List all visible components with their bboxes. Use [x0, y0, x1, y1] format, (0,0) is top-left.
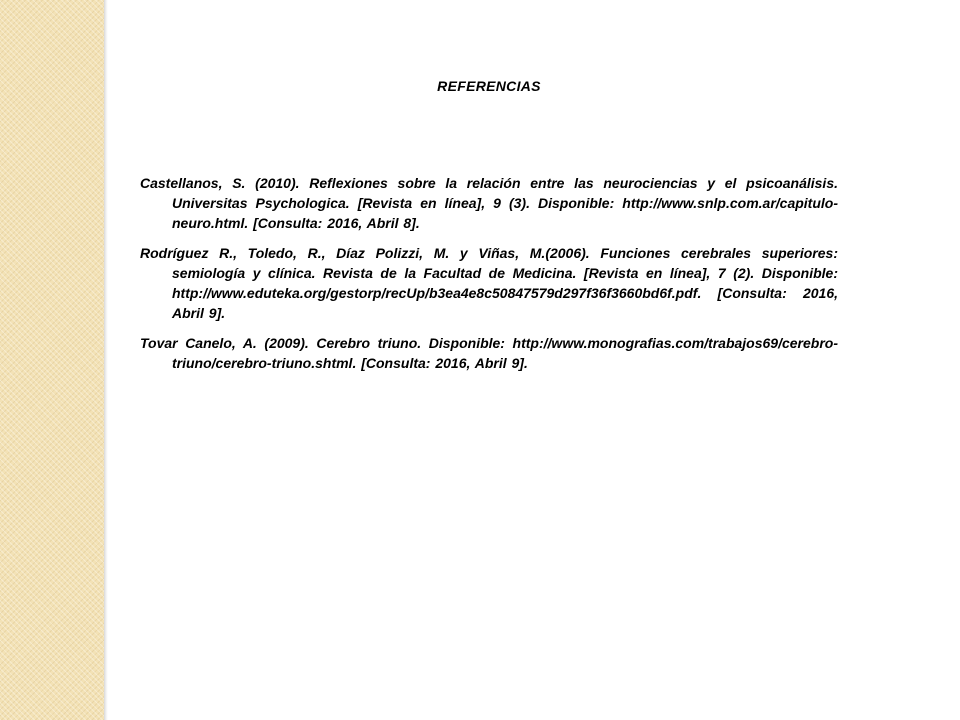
reference-item-tovar: Tovar Canelo, A. (2009). Cerebro triuno. Disponible: http://www.monografias.com/trabajos69/cerebro-triuno/cerebro-triuno.shtml. [Consulta: 2016, Abril 9]. — [140, 335, 838, 371]
reference-item-castellanos: Castellanos, S. (2010). Reflexiones sobre la relación entre las neurociencias y el psicoanálisis. Universitas Psychologica. [Revista en línea], 9 (3). Disponible: http://www.snlp.com.ar/capitulo-neuro.html. [Consulta: 2016, Abril 8]. — [140, 175, 838, 231]
page-title: REFERENCIAS — [437, 78, 541, 94]
reference-list — [140, 173, 838, 383]
side-band-shadow — [104, 0, 108, 720]
reference-item-rodriguez: Rodríguez R., Toledo, R., Díaz Polizzi, M. y Viñas, M.(2006). Funciones cerebrales superiores: semiología y clínica. Revista de la Facultad de Medicina. [Revista en línea], 7 (2). Disponible: http://www.eduteka.org/gestorp/recUp/b3ea4e8c50847579d297f36f3660bd6f.pdf. [Consulta: 2016, Abril 9]. — [140, 245, 838, 321]
decorative-side-band — [0, 0, 104, 720]
